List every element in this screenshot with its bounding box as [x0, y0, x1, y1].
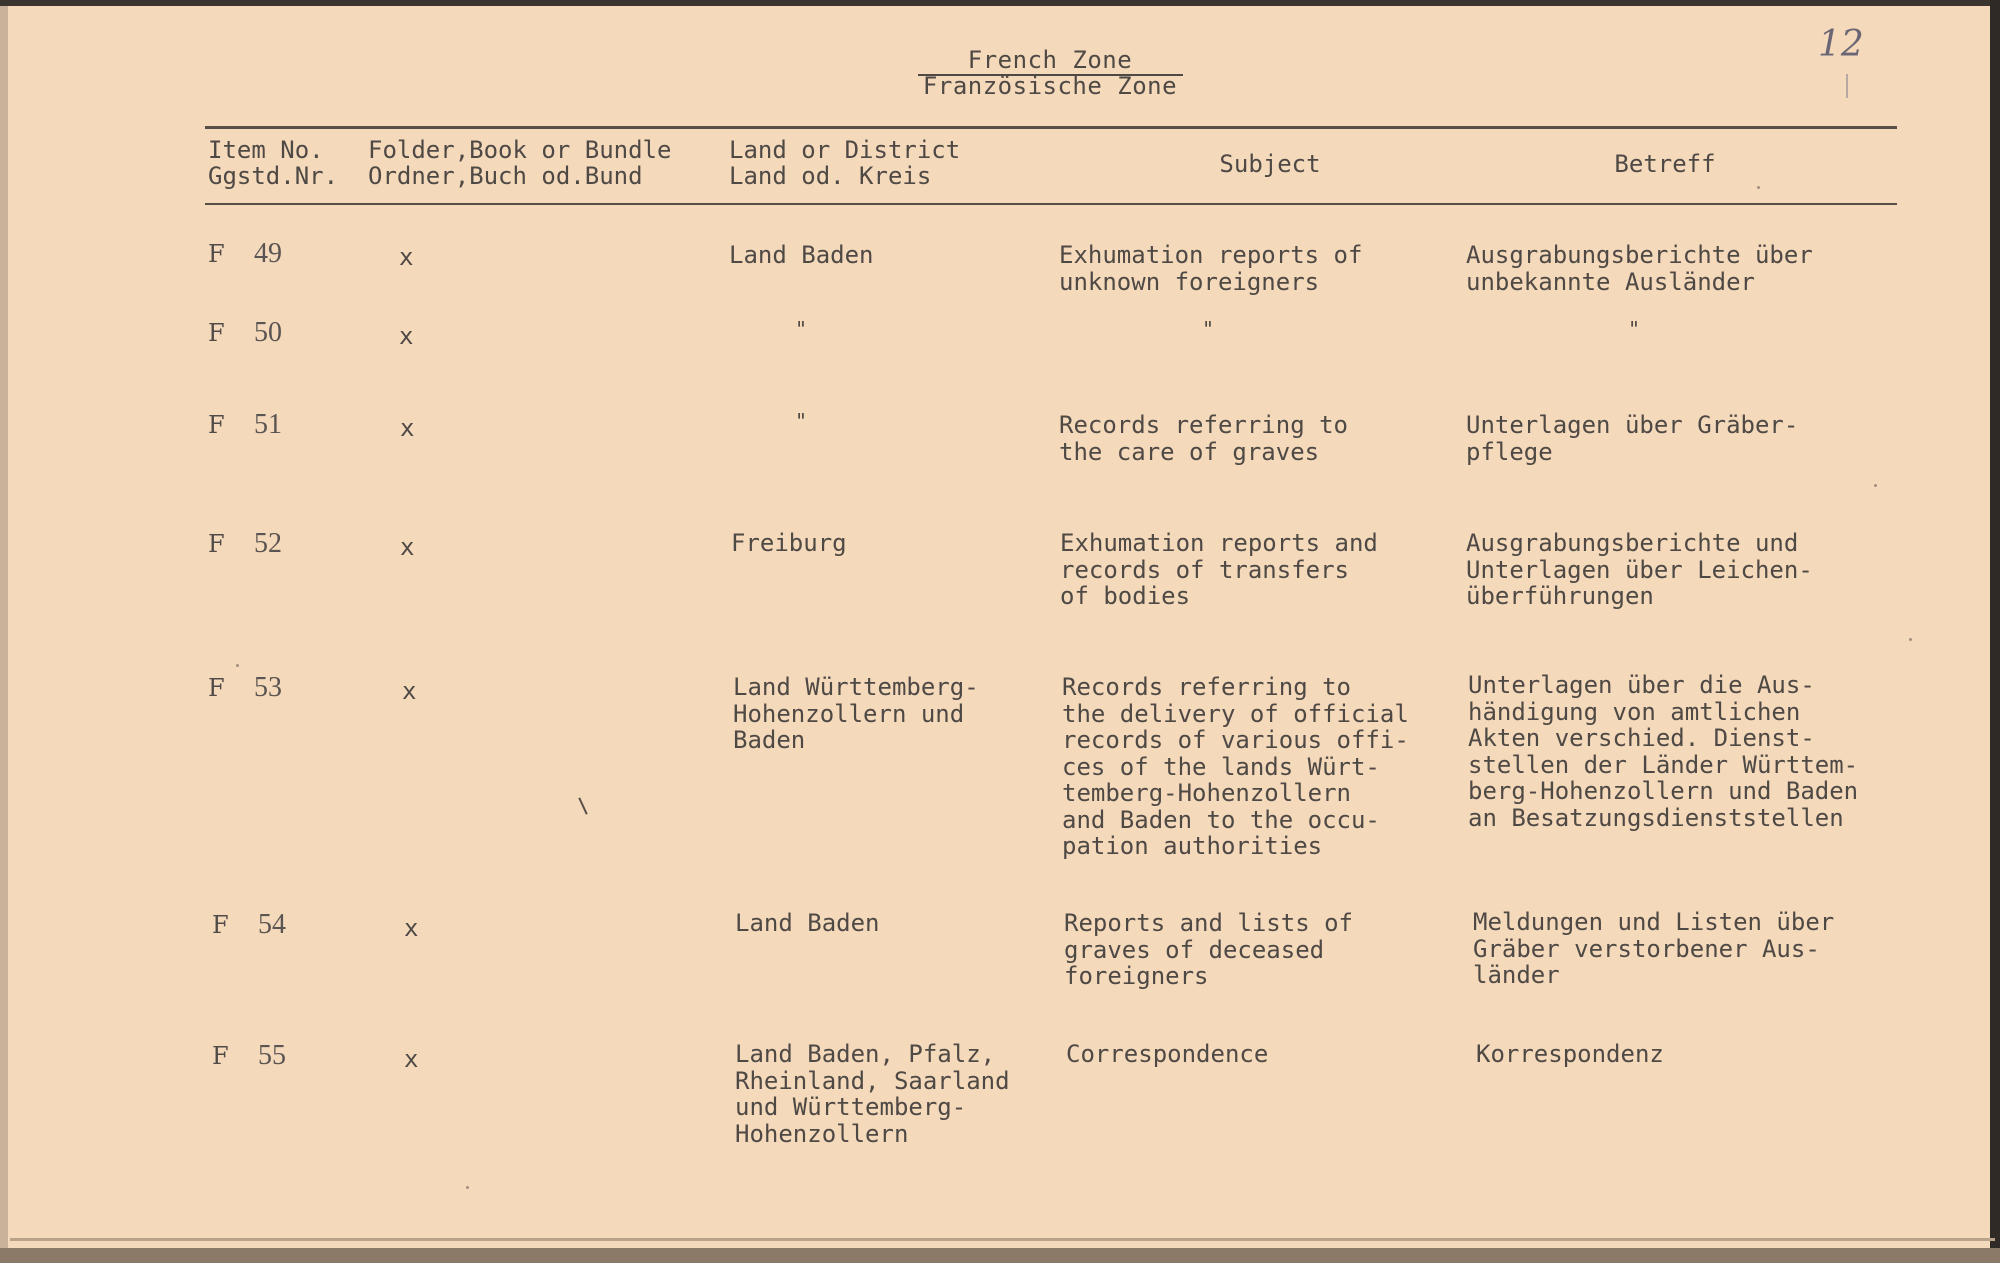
item-number — [212, 909, 286, 940]
item-prefix: F — [208, 530, 225, 558]
page-number-mark — [1846, 74, 1848, 98]
paper-speck — [1909, 638, 1912, 641]
header-folder: Folder,Book or Bundle Ordner,Buch od.Bund — [368, 136, 672, 190]
title-english: French Zone — [967, 46, 1133, 74]
folder-mark: x — [399, 243, 414, 271]
page-right-edge — [1990, 0, 2000, 1263]
subject-cell: Correspondence — [1066, 1040, 1269, 1068]
item-number-value: 54 — [258, 909, 286, 940]
item-number — [208, 672, 282, 703]
item-number — [212, 1040, 286, 1071]
item-number — [208, 317, 282, 348]
item-number-value: 50 — [254, 317, 282, 348]
item-number-value: 53 — [254, 672, 282, 703]
subject-cell: Exhumation reports and records of transfers of bodies — [1060, 529, 1378, 610]
subject-cell: Exhumation reports of unknown foreigners — [1059, 241, 1363, 296]
page-bottom-line — [10, 1238, 1995, 1241]
item-prefix: F — [208, 411, 225, 439]
header-top-rule — [205, 126, 1897, 129]
subject-cell: Records referring to the care of graves — [1059, 411, 1348, 466]
item-number-value: 52 — [254, 528, 282, 559]
folder-mark: x — [404, 914, 419, 942]
item-number-value: 49 — [254, 238, 282, 269]
header-subject: Subject — [1219, 150, 1321, 178]
land-cell: Land Württemberg- Hohenzollern und Baden — [733, 673, 979, 754]
item-prefix: F — [212, 911, 229, 939]
item-prefix: F — [208, 240, 225, 268]
item-number — [208, 238, 282, 269]
betreff-cell: Unterlagen über Gräber- pflege — [1466, 411, 1799, 466]
item-number — [208, 528, 282, 559]
subject-cell: Records referring to the delivery of official records of various offi- ces of the lands Würt- temberg-Hohenzollern and Baden to the occu- pation authorities — [1062, 673, 1409, 860]
folder-mark: x — [400, 533, 415, 561]
item-number-value: 51 — [254, 409, 282, 440]
item-prefix: F — [208, 319, 225, 347]
title-german: Französische Zone — [922, 72, 1178, 100]
header-bottom-rule — [205, 203, 1897, 205]
page-top-edge — [0, 0, 2000, 6]
folder-mark: x — [399, 322, 414, 350]
page-left-edge — [0, 0, 8, 1263]
betreff-cell: Ausgrabungsberichte über unbekannte Ausländer — [1466, 241, 1813, 296]
folder-mark: x — [400, 414, 415, 442]
pen-stroke-mark — [578, 797, 587, 814]
item-number-value: 55 — [258, 1040, 286, 1071]
betreff-cell: Unterlagen über die Aus- händigung von amtlichen Akten verschied. Dienst- stellen der Länder Württem- berg-Hohenzollern und Baden an Besatzungsdienststellen — [1468, 671, 1859, 832]
item-prefix: F — [208, 674, 225, 702]
land-ditto-mark: " — [795, 409, 808, 433]
paper-speck — [466, 1186, 469, 1189]
land-ditto-mark: " — [795, 317, 808, 341]
paper-speck — [1874, 484, 1877, 487]
betreff-cell: Ausgrabungsberichte und Unterlagen über Leichen- überführungen — [1466, 529, 1813, 610]
paper-speck — [1757, 186, 1760, 189]
betreff-cell: Korrespondenz — [1476, 1040, 1664, 1068]
header-land: Land or District Land od. Kreis — [729, 136, 961, 190]
subject-cell: Reports and lists of graves of deceased foreigners — [1064, 909, 1353, 990]
land-cell: Freiburg — [731, 529, 847, 557]
land-cell: Land Baden — [729, 241, 874, 269]
land-cell: Land Baden — [735, 909, 880, 937]
folder-mark: x — [404, 1045, 419, 1073]
paper-speck — [236, 664, 239, 667]
handwritten-page-number: 12 — [1818, 24, 1864, 65]
page-bottom-edge — [0, 1248, 2000, 1263]
subject-ditto-mark: " — [1202, 317, 1215, 341]
folder-mark: x — [402, 677, 417, 705]
header-betreff: Betreff — [1614, 150, 1716, 178]
land-cell: Land Baden, Pfalz, Rheinland, Saarland und Württemberg- Hohenzollern — [735, 1040, 1010, 1148]
betreff-cell: Meldungen und Listen über Gräber verstorbener Aus- länder — [1473, 908, 1835, 989]
header-item-no: Item No. Ggstd.Nr. — [208, 136, 339, 190]
betreff-ditto-mark: " — [1628, 317, 1641, 341]
item-number — [208, 409, 282, 440]
item-prefix: F — [212, 1042, 229, 1070]
